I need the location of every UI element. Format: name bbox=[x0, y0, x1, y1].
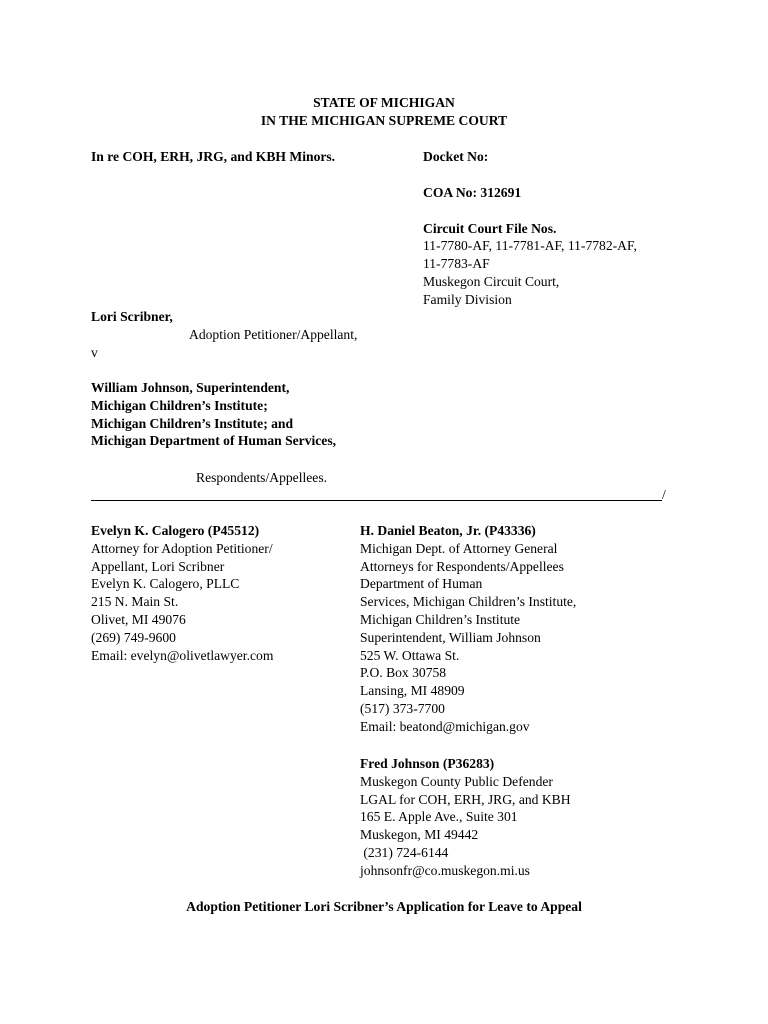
counsel-lgal bbox=[360, 755, 571, 880]
counsel-line: Services, Michigan Children’s Institute, bbox=[360, 594, 577, 610]
counsel-name: Evelyn K. Calogero (P45512) bbox=[91, 523, 260, 538]
counsel-line: LGAL for COH, ERH, JRG, and KBH bbox=[360, 791, 571, 807]
circuit-file-label: Circuit Court File Nos. bbox=[423, 220, 557, 236]
circuit-line: Muskegon Circuit Court, bbox=[423, 273, 560, 289]
counsel-line: Department of Human bbox=[360, 576, 483, 592]
case-caption: In re COH, ERH, JRG, and KBH Minors. bbox=[91, 149, 336, 164]
counsel-line: 165 E. Apple Ave., Suite 301 bbox=[360, 809, 518, 825]
header-court: IN THE MICHIGAN SUPREME COURT bbox=[260, 112, 508, 128]
counsel-line: Attorney for Adoption Petitioner/ bbox=[91, 540, 273, 556]
counsel-line: (231) 724-6144 bbox=[360, 844, 449, 860]
respondent-line: Michigan Children’s Institute; bbox=[91, 397, 268, 413]
counsel-line: P.O. Box 30758 bbox=[360, 665, 447, 681]
petitioner-role: Adoption Petitioner/Appellant, bbox=[189, 327, 358, 342]
counsel-petitioner bbox=[91, 522, 273, 664]
counsel-line: Appellant, Lori Scribner bbox=[91, 558, 225, 574]
counsel-line: Michigan Children’s Institute bbox=[360, 611, 521, 627]
counsel-line: 525 W. Ottawa St. bbox=[360, 647, 460, 663]
court-header bbox=[0, 94, 768, 130]
circuit-line: Family Division bbox=[423, 291, 512, 307]
counsel-line: Evelyn K. Calogero, PLLC bbox=[91, 576, 240, 592]
coa-number: COA No: 312691 bbox=[423, 184, 522, 200]
counsel-line: Lansing, MI 48909 bbox=[360, 683, 465, 699]
counsel-line: Attorneys for Respondents/Appellees bbox=[360, 558, 564, 574]
counsel-line: johnsonfr@co.muskegon.mi.us bbox=[360, 862, 530, 878]
versus: v bbox=[91, 345, 98, 360]
circuit-line: 11-7783-AF bbox=[423, 256, 490, 272]
respondent-line: Michigan Children’s Institute; and bbox=[91, 415, 294, 431]
docket-block bbox=[423, 148, 743, 309]
counsel-line: Muskegon, MI 49442 bbox=[360, 827, 479, 843]
caption-rule bbox=[91, 500, 662, 501]
docket-label: Docket No: bbox=[423, 149, 489, 164]
counsel-line: (517) 373-7700 bbox=[360, 700, 445, 716]
counsel-line: (269) 749-9600 bbox=[91, 629, 176, 645]
header-state: STATE OF MICHIGAN bbox=[313, 95, 455, 110]
counsel-name: Fred Johnson (P36283) bbox=[360, 756, 495, 771]
rule-end-slash: / bbox=[662, 487, 666, 502]
counsel-line: Muskegon County Public Defender bbox=[360, 773, 553, 789]
counsel-line: Superintendent, William Johnson bbox=[360, 629, 541, 645]
respondent-line: William Johnson, Superintendent, bbox=[91, 380, 290, 395]
document-title: Adoption Petitioner Lori Scribner’s Application for Leave to Appeal bbox=[186, 899, 582, 914]
counsel-name: H. Daniel Beaton, Jr. (P43336) bbox=[360, 523, 536, 538]
counsel-respondents bbox=[360, 522, 576, 736]
counsel-line: 215 N. Main St. bbox=[91, 594, 179, 610]
respondent-role: Respondents/Appellees. bbox=[196, 470, 328, 485]
circuit-line: 11-7780-AF, 11-7781-AF, 11-7782-AF, bbox=[423, 238, 637, 254]
counsel-line: Michigan Dept. of Attorney General bbox=[360, 540, 558, 556]
counsel-line: Email: evelyn@olivetlawyer.com bbox=[91, 647, 274, 663]
petitioner-name: Lori Scribner, bbox=[91, 309, 173, 324]
counsel-line: Olivet, MI 49076 bbox=[91, 611, 186, 627]
counsel-line: Email: beatond@michigan.gov bbox=[360, 718, 530, 734]
respondent-line: Michigan Department of Human Services, bbox=[91, 433, 337, 449]
respondents-block bbox=[91, 379, 336, 450]
